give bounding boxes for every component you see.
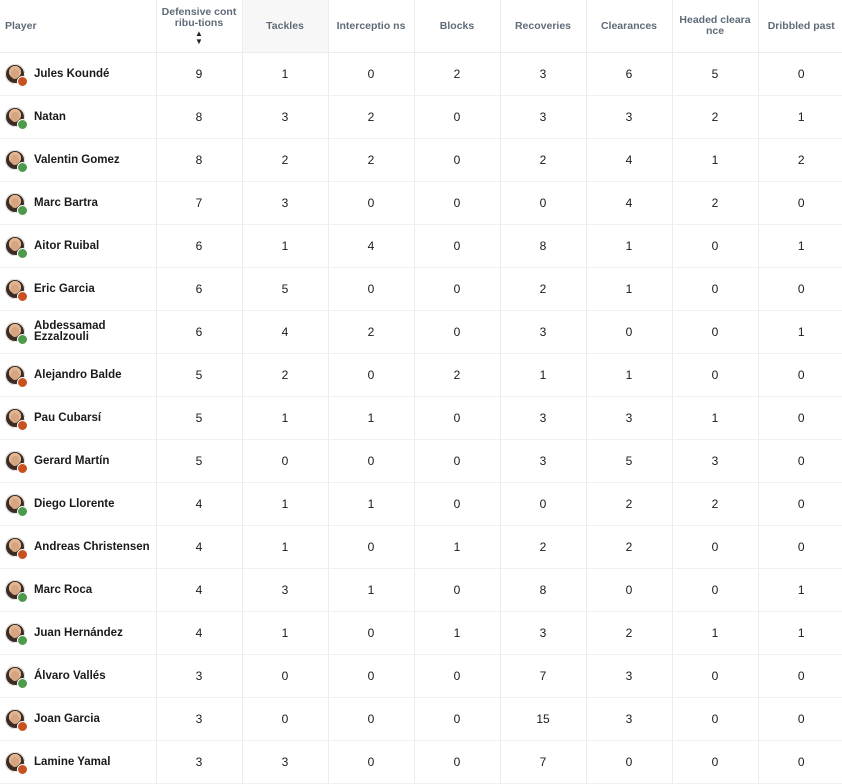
team-crest-icon [17,592,28,603]
cell-blocks: 0 [414,311,500,354]
cell-clearances: 6 [586,53,672,96]
table-row[interactable] [0,53,842,96]
column-header-player[interactable] [0,0,156,53]
player-cell[interactable] [0,268,156,311]
player-avatar [5,666,25,686]
cell-headed-clearance: 2 [672,483,758,526]
cell-interceptions: 0 [328,53,414,96]
cell-dribbled-past: 0 [758,268,842,311]
cell-recoveries: 2 [500,139,586,182]
table-row[interactable] [0,139,842,182]
cell-defensive-contributions: 9 [156,53,242,96]
player-cell[interactable] [0,440,156,483]
cell-blocks: 0 [414,440,500,483]
player-cell[interactable] [0,182,156,225]
cell-tackles: 3 [242,741,328,784]
table-row[interactable] [0,354,842,397]
player-avatar [5,150,25,170]
table-row[interactable] [0,526,842,569]
cell-defensive-contributions: 5 [156,354,242,397]
cell-dribbled-past: 1 [758,225,842,268]
player-info [5,752,156,772]
player-cell[interactable] [0,354,156,397]
cell-dribbled-past: 0 [758,698,842,741]
team-crest-icon [17,76,28,87]
table-row[interactable] [0,225,842,268]
player-cell[interactable] [0,569,156,612]
cell-dribbled-past: 2 [758,139,842,182]
player-info [5,279,156,299]
team-crest-icon [17,162,28,173]
cell-headed-clearance: 2 [672,96,758,139]
cell-headed-clearance: 0 [672,655,758,698]
cell-blocks: 1 [414,526,500,569]
column-header-headed-clearance[interactable] [672,0,758,53]
cell-dribbled-past: 0 [758,354,842,397]
cell-recoveries: 0 [500,483,586,526]
cell-blocks: 2 [414,354,500,397]
table-row[interactable] [0,311,842,354]
player-cell[interactable] [0,526,156,569]
cell-blocks: 0 [414,698,500,741]
player-name[interactable]: Álvaro Vallés [34,669,106,682]
player-avatar [5,408,25,428]
cell-headed-clearance: 0 [672,268,758,311]
cell-dribbled-past: 1 [758,96,842,139]
cell-clearances: 1 [586,268,672,311]
cell-headed-clearance: 5 [672,53,758,96]
player-info [5,64,156,84]
cell-blocks: 0 [414,483,500,526]
cell-interceptions: 2 [328,139,414,182]
cell-defensive-contributions: 8 [156,139,242,182]
column-header-clearances[interactable] [586,0,672,53]
player-cell[interactable] [0,53,156,96]
player-name[interactable]: Juan Hernández [34,626,123,639]
cell-blocks: 1 [414,612,500,655]
cell-blocks: 0 [414,225,500,268]
cell-defensive-contributions: 3 [156,741,242,784]
cell-tackles: 1 [242,225,328,268]
cell-tackles: 2 [242,354,328,397]
cell-tackles: 3 [242,182,328,225]
cell-recoveries: 2 [500,526,586,569]
cell-tackles: 1 [242,397,328,440]
cell-interceptions: 0 [328,698,414,741]
player-cell[interactable] [0,655,156,698]
cell-blocks: 0 [414,182,500,225]
player-cell[interactable] [0,483,156,526]
cell-clearances: 2 [586,526,672,569]
team-crest-icon [17,549,28,560]
team-crest-icon [17,119,28,130]
table-row[interactable] [0,569,842,612]
player-avatar [5,709,25,729]
cell-tackles: 1 [242,53,328,96]
player-avatar [5,451,25,471]
cell-tackles: 3 [242,96,328,139]
cell-headed-clearance: 0 [672,311,758,354]
team-crest-icon [17,248,28,259]
cell-interceptions: 1 [328,483,414,526]
cell-recoveries: 3 [500,440,586,483]
column-header-interceptions[interactable] [328,0,414,53]
column-header-label: Headed clearance [679,14,751,37]
cell-headed-clearance: 0 [672,569,758,612]
player-name[interactable]: Gerard Martín [34,454,110,467]
team-crest-icon [17,334,28,345]
cell-interceptions: 2 [328,311,414,354]
cell-clearances: 2 [586,612,672,655]
column-header-blocks[interactable] [414,0,500,53]
player-info [5,623,156,643]
cell-recoveries: 7 [500,741,586,784]
team-crest-icon [17,377,28,388]
player-cell[interactable] [0,311,156,354]
cell-interceptions: 0 [328,182,414,225]
table-row[interactable] [0,182,842,225]
column-header-label: Player [5,19,37,32]
cell-recoveries: 3 [500,612,586,655]
cell-tackles: 0 [242,440,328,483]
player-cell[interactable] [0,139,156,182]
cell-recoveries: 3 [500,397,586,440]
player-cell[interactable] [0,397,156,440]
cell-clearances: 0 [586,569,672,612]
player-name[interactable]: Alejandro Balde [34,368,122,381]
cell-tackles: 4 [242,311,328,354]
cell-clearances: 4 [586,182,672,225]
cell-defensive-contributions: 6 [156,225,242,268]
player-avatar [5,64,25,84]
cell-defensive-contributions: 4 [156,526,242,569]
cell-defensive-contributions: 7 [156,182,242,225]
cell-dribbled-past: 1 [758,569,842,612]
team-crest-icon [17,506,28,517]
player-info [5,236,156,256]
team-crest-icon [17,678,28,689]
cell-recoveries: 8 [500,225,586,268]
player-avatar [5,107,25,127]
player-info [5,408,156,428]
table-header [0,0,842,53]
column-header-label: Tackles [266,19,304,32]
cell-clearances: 5 [586,440,672,483]
player-cell[interactable] [0,741,156,784]
player-info [5,150,156,170]
player-info [5,666,156,686]
cell-tackles: 2 [242,139,328,182]
player-name[interactable]: Valentin Gomez [34,153,120,166]
team-crest-icon [17,420,28,431]
table-row[interactable] [0,655,842,698]
cell-interceptions: 0 [328,655,414,698]
cell-headed-clearance: 1 [672,612,758,655]
cell-interceptions: 1 [328,397,414,440]
player-name[interactable]: Lamine Yamal [34,755,111,768]
table-body [0,53,842,784]
cell-blocks: 0 [414,397,500,440]
cell-defensive-contributions: 3 [156,698,242,741]
table-row[interactable] [0,698,842,741]
cell-clearances: 3 [586,397,672,440]
cell-clearances: 3 [586,655,672,698]
player-info [5,365,156,385]
cell-blocks: 0 [414,741,500,784]
team-crest-icon [17,635,28,646]
cell-clearances: 1 [586,354,672,397]
player-name[interactable]: Jules Koundé [34,67,110,80]
cell-headed-clearance: 1 [672,397,758,440]
column-header-label: Blocks [439,19,475,32]
player-cell[interactable] [0,698,156,741]
column-header-recoveries[interactable] [500,0,586,53]
cell-dribbled-past: 0 [758,53,842,96]
player-info [5,494,156,514]
player-avatar [5,537,25,557]
cell-tackles: 5 [242,268,328,311]
cell-defensive-contributions: 8 [156,96,242,139]
cell-interceptions: 0 [328,440,414,483]
cell-blocks: 0 [414,139,500,182]
column-header-label: Clearances [600,19,658,32]
player-name[interactable]: Aitor Ruibal [34,239,100,252]
cell-dribbled-past: 0 [758,655,842,698]
table-row[interactable] [0,268,842,311]
cell-interceptions: 0 [328,354,414,397]
table-row[interactable] [0,612,842,655]
player-info [5,451,156,471]
cell-clearances: 1 [586,225,672,268]
cell-dribbled-past: 0 [758,182,842,225]
player-name[interactable]: Abdessamad Ezzalzouli [34,320,106,343]
cell-tackles: 0 [242,655,328,698]
cell-headed-clearance: 0 [672,698,758,741]
cell-interceptions: 0 [328,268,414,311]
cell-blocks: 0 [414,268,500,311]
cell-defensive-contributions: 5 [156,397,242,440]
cell-interceptions: 1 [328,569,414,612]
cell-tackles: 3 [242,569,328,612]
player-info [5,537,156,557]
player-avatar [5,279,25,299]
player-info [5,193,156,213]
table-row[interactable] [0,440,842,483]
cell-blocks: 0 [414,655,500,698]
player-name[interactable]: Eric Garcia [34,282,95,295]
column-header-label: Dribbled past [767,19,835,32]
player-cell[interactable] [0,612,156,655]
player-avatar [5,752,25,772]
cell-clearances: 0 [586,311,672,354]
player-avatar [5,494,25,514]
cell-headed-clearance: 3 [672,440,758,483]
cell-headed-clearance: 0 [672,526,758,569]
column-header-dribbled-past[interactable] [758,0,842,53]
team-crest-icon [17,463,28,474]
cell-interceptions: 0 [328,741,414,784]
player-name[interactable]: Joan Garcia [34,712,100,725]
cell-headed-clearance: 0 [672,741,758,784]
cell-defensive-contributions: 5 [156,440,242,483]
cell-dribbled-past: 1 [758,612,842,655]
player-info [5,709,156,729]
player-cell[interactable] [0,225,156,268]
cell-clearances: 4 [586,139,672,182]
cell-blocks: 2 [414,53,500,96]
table-row[interactable] [0,483,842,526]
cell-headed-clearance: 1 [672,139,758,182]
cell-interceptions: 4 [328,225,414,268]
player-cell[interactable] [0,96,156,139]
cell-headed-clearance: 0 [672,225,758,268]
cell-dribbled-past: 0 [758,526,842,569]
player-avatar [5,365,25,385]
team-crest-icon [17,764,28,775]
cell-clearances: 2 [586,483,672,526]
player-info [5,107,156,127]
cell-recoveries: 0 [500,182,586,225]
cell-blocks: 0 [414,569,500,612]
player-info [5,580,156,600]
cell-interceptions: 0 [328,612,414,655]
player-name[interactable]: Natan [34,110,66,123]
player-name[interactable]: Diego Llorente [34,497,115,510]
column-header-label: Interceptio ns [336,19,406,32]
column-header-defensive-contributions[interactable] [156,0,242,53]
cell-dribbled-past: 1 [758,311,842,354]
player-avatar [5,580,25,600]
player-name[interactable]: Pau Cubarsí [34,411,102,424]
cell-recoveries: 1 [500,354,586,397]
table-row[interactable] [0,96,842,139]
cell-clearances: 0 [586,741,672,784]
cell-dribbled-past: 0 [758,440,842,483]
column-header-label: Defensive contribu-tions [161,5,237,29]
cell-defensive-contributions: 4 [156,612,242,655]
cell-defensive-contributions: 4 [156,569,242,612]
sort-icon[interactable]: ▲ ▼ [195,28,203,46]
cell-dribbled-past: 0 [758,397,842,440]
cell-headed-clearance: 2 [672,182,758,225]
cell-interceptions: 2 [328,96,414,139]
player-name[interactable]: Marc Roca [34,583,93,596]
team-crest-icon [17,721,28,732]
cell-recoveries: 8 [500,569,586,612]
player-info [5,321,156,343]
column-header-tackles[interactable] [242,0,328,53]
player-avatar [5,623,25,643]
cell-headed-clearance: 0 [672,354,758,397]
cell-recoveries: 3 [500,53,586,96]
cell-interceptions: 0 [328,526,414,569]
cell-defensive-contributions: 6 [156,311,242,354]
team-crest-icon [17,205,28,216]
cell-clearances: 3 [586,96,672,139]
player-name[interactable]: Andreas Christensen [34,540,150,553]
cell-clearances: 3 [586,698,672,741]
cell-recoveries: 3 [500,96,586,139]
cell-recoveries: 15 [500,698,586,741]
cell-defensive-contributions: 4 [156,483,242,526]
player-avatar [5,322,25,342]
cell-tackles: 1 [242,612,328,655]
player-avatar [5,193,25,213]
cell-recoveries: 7 [500,655,586,698]
table-row[interactable] [0,397,842,440]
cell-dribbled-past: 0 [758,483,842,526]
player-name[interactable]: Marc Bartra [34,196,98,209]
cell-tackles: 0 [242,698,328,741]
player-avatar [5,236,25,256]
column-header-label: Recoveries [514,19,572,32]
team-crest-icon [17,291,28,302]
cell-recoveries: 3 [500,311,586,354]
table-row[interactable] [0,741,842,784]
cell-tackles: 1 [242,483,328,526]
cell-dribbled-past: 0 [758,741,842,784]
cell-blocks: 0 [414,96,500,139]
cell-defensive-contributions: 3 [156,655,242,698]
cell-recoveries: 2 [500,268,586,311]
cell-defensive-contributions: 6 [156,268,242,311]
cell-tackles: 1 [242,526,328,569]
